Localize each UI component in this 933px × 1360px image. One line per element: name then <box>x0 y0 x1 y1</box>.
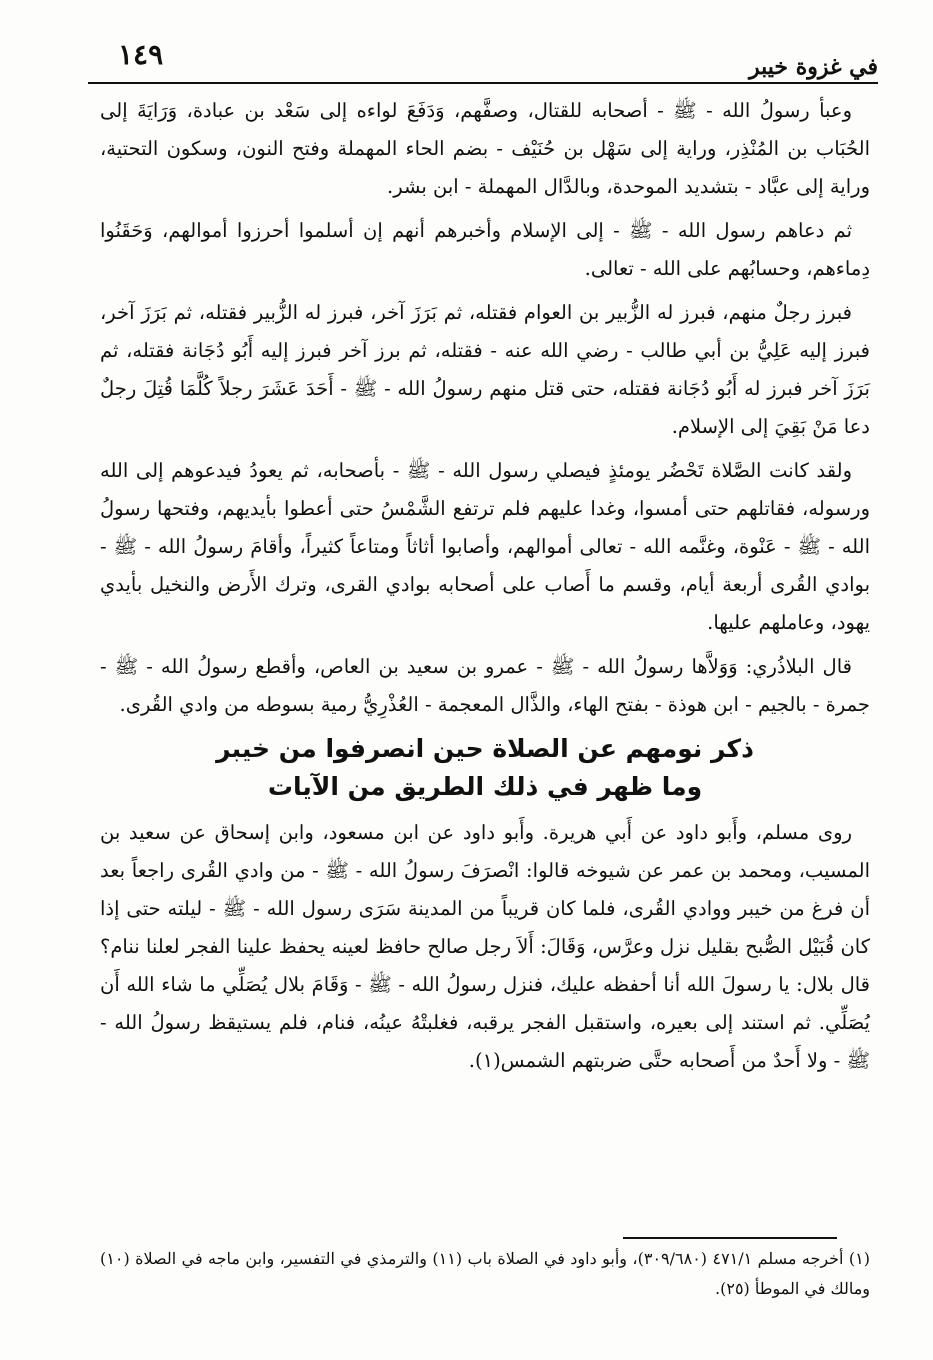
footnote-divider <box>623 1237 837 1239</box>
paragraph-1: وعبأ رسولُ الله - ﷺ - أصحابه للقتال، وصفَّهم، وَدَفَعَ لواءه إلى سَعْد بن عبادة، وَرَايَةَ إلى الحُبَاب بن المُنْذِر، وراية إلى سَهْل بن حُنَيْف - بضم الحاء المهملة وفتح النون، وسكون التحتية، وراية إلى عبَّاد - بتشديد الموحدة، وبالدَّال المهملة - ابن بشر. <box>100 99 870 198</box>
paragraph-4: ولقد كانت الصَّلاة تَحْضُر يومئذٍ فيصلي رسول الله - ﷺ - بأصحابه، ثم يعودُ فيدعوهم إلى الله ورسوله، فقاتلهم حتى أمسوا، وغدا عليهم فلم ترتفع الشَّمْسُ حتى أعطوا بأيديهم، وفتحها رسولُ الله - ﷺ - عَنْوة، وغنَّمه الله - تعالى أموالهم، وأصابوا أثاثاً ومتاعاً كثيراً، وأقامَ رسولُ الله - ﷺ - بوادي القُرى أربعة أيام، وقسم ما أَصاب على أصحابه بوادي القرى، وترك الأَرض والنخيل بأيدي يهود، وعاملهم عليها. <box>100 459 870 634</box>
main-text <box>100 92 870 1086</box>
paragraph-3: فبرز رجلٌ منهم، فبرز له الزُّبير بن العوام فقتله، ثم بَرَزَ آخر، فبرز له الزُّبير فقتله، ثم بَرَزَ آخر، فبرز إليه عَلِيُّ بن أبي طالب - رضي الله عنه - فقتله، ثم برز آخر فبرز إليه أَبُو دُجَانة فقتله، ثم بَرَزَ آخر فبرز له أَبُو دُجَانة فقتله، حتى قتل منهم رسولُ الله - ﷺ - أَحَدَ عَشَرَ رجلاً كُلَّمَا قُتِلَ رجلٌ دعا مَنْ بَقِيَ إلى الإسلام. <box>100 301 870 438</box>
section-heading-line-1: ذكر نومهم عن الصلاة حين انصرفوا من خيبر <box>216 734 754 763</box>
footnotes <box>100 1244 870 1304</box>
section-heading-line-2: وما ظهر في ذلك الطريق من الآيات <box>267 772 703 801</box>
paragraph-5: قال البلاذُري: وَوَلاَّها رسولُ الله - ﷺ - عمرو بن سعيد بن العاص، وأقطع رسولُ الله - ﷺ - جمرة - بالجيم - ابن هوذة - بفتح الهاء، والذَّال المعجمة - العُذْرِيُّ رمية بسوطه من وادي القُرى. <box>100 655 870 716</box>
section-paragraph: روى مسلم، وأَبو داود عن أَبي هريرة. وأَبو داود عن ابن مسعود، وابن إسحاق عن سعيد بن المسيب، ومحمد بن عمر عن شيوخه قالوا: انْصرَفَ رسولُ الله - ﷺ - من وادي القُرى راجعاً بعد أن فرغ من خيبر ووادي القُرى، فلما كان قريباً من المدينة سَرَى رسول الله - ﷺ - ليلته حتى إذا كان قُبَيْل الصُّبح بقليل نزل وعرَّس، وَقَالَ: أَلاَ رجل صالح حافظ لعينه يحفظ علينا الفجر لعلنا ننام؟ قال بلال: يا رسولَ الله أنا أحفظه عليك، فنزل رسولُ الله - ﷺ - وَقَامَ بلال يُصَلِّي ما شاء الله أَن يُصَلِّي. ثم استند إلى بعيره، واستقبل الفجر يرقبه، فغلبتْهُ عينُه، فنام، فلم يستيقظ رسولُ الله - ﷺ - ولا أَحدٌ من أَصحابه حتَّى ضربتهم الشمس(١). <box>100 821 870 1072</box>
page-number: ١٤٩ <box>118 38 164 71</box>
running-title: في غزوة خيبر <box>749 54 878 80</box>
paragraph-2: ثم دعاهم رسول الله - ﷺ - إلى الإسلام وأخبرهم أنهم إن أسلموا أحرزوا أموالهم، وَحَقَنُوا دِماءهم، وحسابُهم على الله - تعالى. <box>100 219 870 280</box>
footnote-1: (١) أخرجه مسلم ٤٧١/١ (٣٠٩/٦٨٠)، وأبو داود في الصلاة باب (١١) والترمذي في التفسير، وابن ماجه في الصلاة (١٠) ومالك في الموطأ (٢٥). <box>100 1249 871 1298</box>
section-heading <box>100 730 870 806</box>
page-header <box>88 34 878 84</box>
